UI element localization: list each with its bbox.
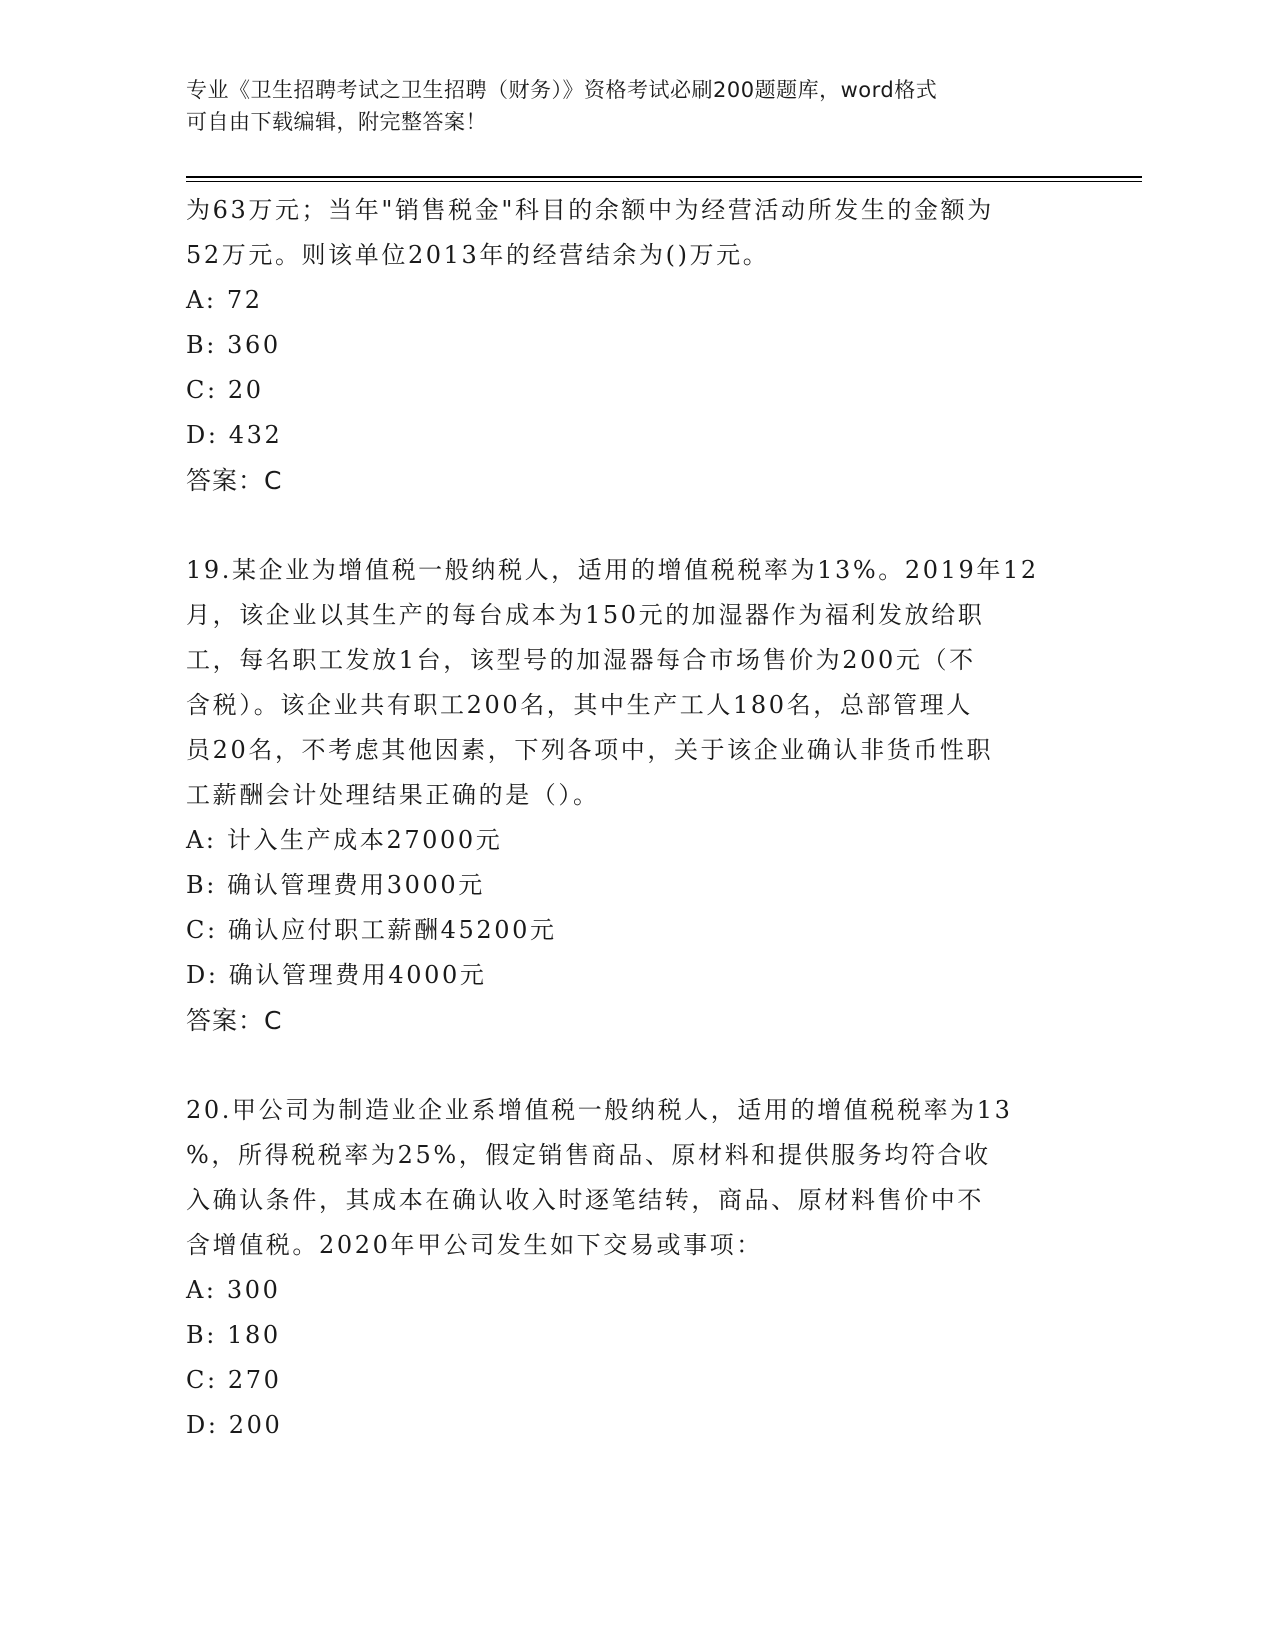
question-stem-line: 工薪酬会计处理结果正确的是（）。: [186, 781, 600, 809]
question-stem-line: 员20名，不考虑其他因素，下列各项中，关于该企业确认非货币性职: [186, 736, 994, 764]
header-divider-thick: [186, 176, 1142, 178]
answer-label: 答案：C: [186, 1006, 283, 1035]
question-stem-line: 含增值税。2020年甲公司发生如下交易或事项：: [186, 1231, 763, 1259]
question-stem-line: 为63万元；当年"销售税金"科目的余额中为经营活动所发生的金额为: [186, 196, 994, 224]
question-spacer: [186, 1043, 1066, 1088]
question-stem-line: 月，该企业以其生产的每台成本为150元的加湿器作为福利发放给职: [186, 601, 985, 629]
option-b: B: 180: [186, 1321, 281, 1349]
option-b: B: 360: [186, 331, 281, 359]
question-stem-line: 工，每名职工发放1台，该型号的加湿器每合市场售价为200元（不: [186, 646, 976, 674]
question-stem-line: 入确认条件，其成本在确认收入时逐笔结转，商品、原材料售价中不: [186, 1186, 984, 1214]
question-content: [186, 188, 1066, 1448]
option-a: A: 72: [186, 286, 263, 314]
question-18: [186, 188, 1066, 503]
document-header: [186, 74, 1066, 138]
answer-label: 答案：C: [186, 466, 283, 495]
question-stem-line: 含税）。该企业共有职工200名，其中生产工人180名，总部管理人: [186, 691, 973, 719]
option-c: C: 确认应付职工薪酬45200元: [186, 916, 557, 944]
option-c: C: 20: [186, 376, 264, 404]
question-stem-line: 52万元。则该单位2013年的经营结余为()万元。: [186, 241, 770, 269]
header-title-line-1: 专业《卫生招聘考试之卫生招聘（财务）》资格考试必刷200题题库，word格式: [186, 78, 938, 102]
option-b: B: 确认管理费用3000元: [186, 871, 485, 899]
option-d: D: 200: [186, 1411, 283, 1439]
header-title-line-2: 可自由下载编辑，附完整答案！: [186, 110, 487, 134]
question-spacer: [186, 503, 1066, 548]
option-a: A: 计入生产成本27000元: [186, 826, 503, 854]
question-19: [186, 548, 1066, 1043]
option-a: A: 300: [186, 1276, 281, 1304]
option-d: D: 432: [186, 421, 283, 449]
question-stem-line: 19.某企业为增值税一般纳税人，适用的增值税税率为13%。2019年12: [186, 556, 1039, 584]
option-d: D: 确认管理费用4000元: [186, 961, 487, 989]
question-stem-line: 20.甲公司为制造业企业系增值税一般纳税人，适用的增值税税率为13: [186, 1096, 1013, 1124]
question-stem-line: %，所得税税率为25%，假定销售商品、原材料和提供服务均符合收: [186, 1141, 991, 1169]
option-c: C: 270: [186, 1366, 282, 1394]
question-20: [186, 1088, 1066, 1448]
header-divider-thin: [186, 181, 1142, 182]
